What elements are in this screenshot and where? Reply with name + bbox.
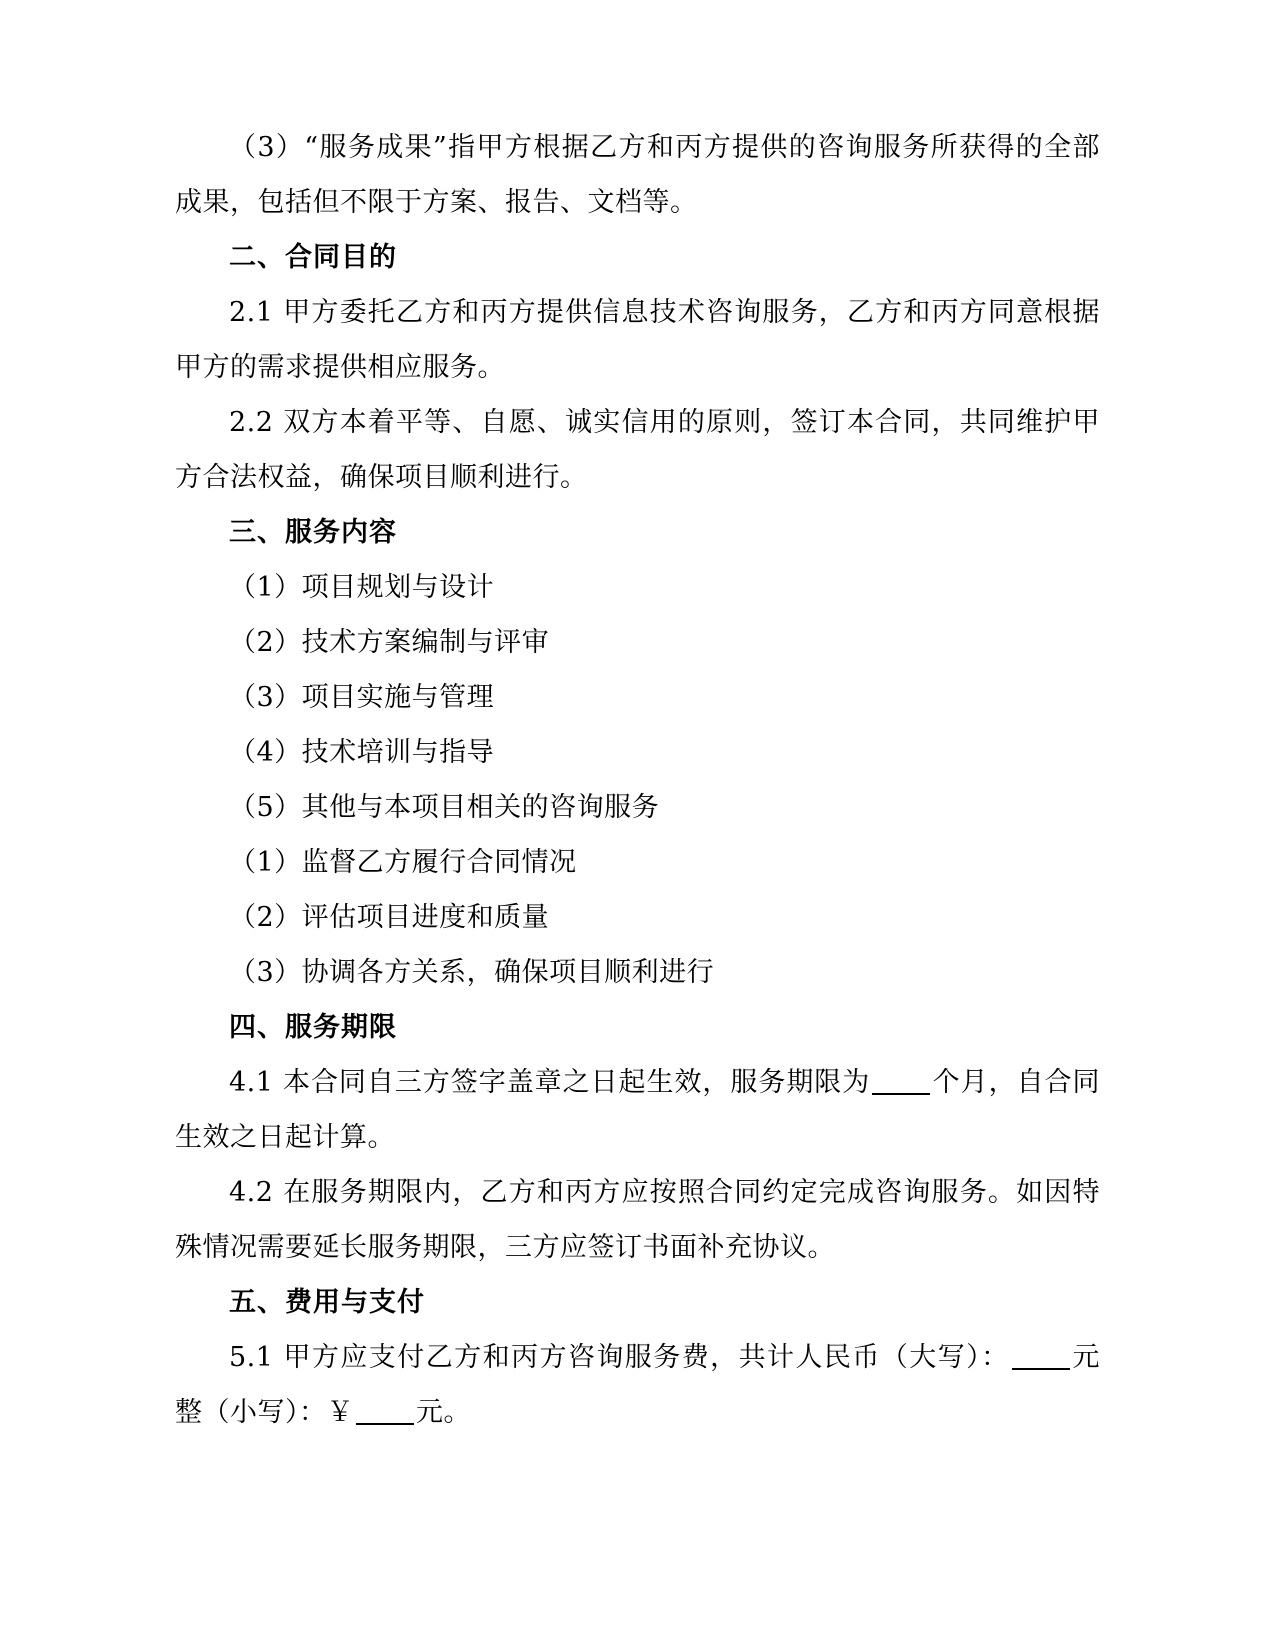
clause-2-2: 2.2 双方本着平等、自愿、诚实信用的原则，签订本合同，共同维护甲方合法权益，确保项目顺利进行。 xyxy=(175,407,1100,493)
service-item-4: （4）技术培训与指导 xyxy=(229,737,495,768)
text-run: 元整（小写）：￥ xyxy=(175,1342,1100,1428)
service-item-1: （1）项目规划与设计 xyxy=(229,572,495,603)
section-heading-5: 五、费用与支付 xyxy=(229,1287,425,1318)
supervision-item-3: （3）协调各方关系，确保项目顺利进行 xyxy=(229,957,715,988)
text-run: 元。 xyxy=(416,1397,471,1428)
section-heading-3: 三、服务内容 xyxy=(229,517,397,548)
clause-5-1 xyxy=(175,1330,1100,1440)
section-heading-2: 二、合同目的 xyxy=(229,242,397,273)
definition-item-3: （3）“服务成果”指甲方根据乙方和丙方提供的咨询服务所获得的全部成果，包括但不限于方案、报告、文档等。 xyxy=(175,132,1100,218)
service-item-3: （3）项目实施与管理 xyxy=(229,682,495,713)
supervision-item-1: （1）监督乙方履行合同情况 xyxy=(229,847,577,878)
document-body xyxy=(175,120,1100,1440)
fill-in-blank[interactable] xyxy=(1012,1368,1070,1370)
text-run: 个月，自合同生效之日起计算。 xyxy=(175,1067,1100,1153)
service-item-5: （5）其他与本项目相关的咨询服务 xyxy=(229,792,660,823)
text-run: 4.1 本合同自三方签字盖章之日起生效，服务期限为 xyxy=(229,1067,871,1098)
fill-in-blank[interactable] xyxy=(356,1423,414,1425)
clause-4-2: 4.2 在服务期限内，乙方和丙方应按照合同约定完成咨询服务。如因特殊情况需要延长服务期限，三方应签订书面补充协议。 xyxy=(175,1177,1100,1263)
clause-4-1 xyxy=(175,1055,1100,1165)
section-heading-4: 四、服务期限 xyxy=(229,1012,397,1043)
clause-2-1: 2.1 甲方委托乙方和丙方提供信息技术咨询服务，乙方和丙方同意根据甲方的需求提供相应服务。 xyxy=(175,297,1100,383)
supervision-item-2: （2）评估项目进度和质量 xyxy=(229,902,550,933)
service-item-2: （2）技术方案编制与评审 xyxy=(229,627,550,658)
text-run: 5.1 甲方应支付乙方和丙方咨询服务费，共计人民币（大写）： xyxy=(229,1342,1010,1373)
fill-in-blank[interactable] xyxy=(872,1093,930,1095)
